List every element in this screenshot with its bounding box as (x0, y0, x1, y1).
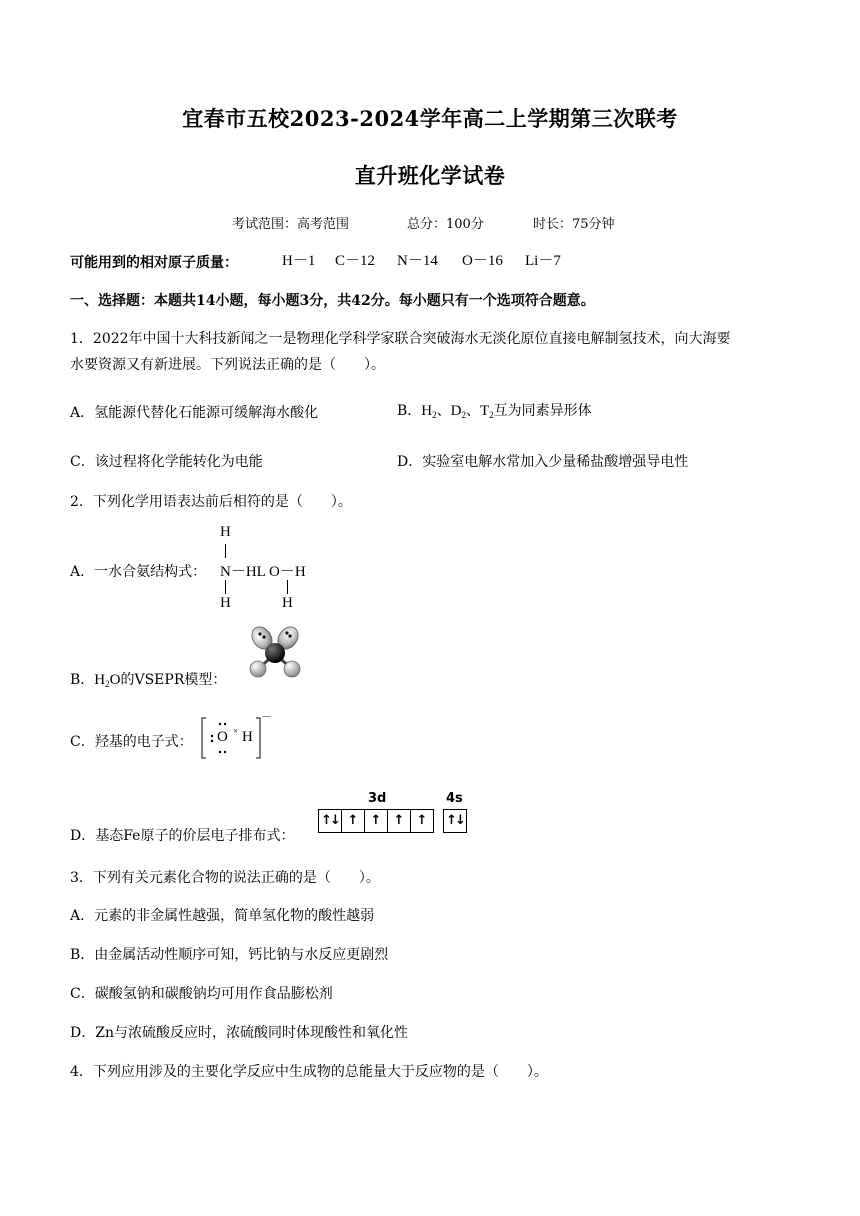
atomic-mass-c: C－12 (335, 253, 376, 269)
orbital-box: ↑ (342, 810, 365, 832)
q1-stem-line1: 1．2022年中国十大科技新闻之一是物理化学科学家联合突破海水无淡化原位直接电解制氢技术，向大海要 (70, 331, 731, 347)
q1-option-d: D．实验室电解水常加入少量稀盐酸增强导电性 (397, 454, 689, 470)
hydroxyl-electron-formula (198, 712, 270, 764)
total-score: 总分：100分 (407, 217, 484, 232)
atom-h-top: H (220, 524, 231, 540)
q2-option-d-text: D．基态Fe原子的价层电子排布式： (70, 828, 295, 844)
atomic-mass-h: H－1 (282, 253, 316, 269)
ammonia-hydrate-structure (216, 524, 326, 614)
q3-option-c: C．碳酸氢钠和碳酸钠均可用作食品膨松剂 (70, 986, 333, 1002)
formula-h2o: $H_2O$ (94, 672, 121, 689)
atomic-mass-li: Li－7 (525, 253, 561, 269)
atomic-mass-label: 可能用到的相对原子质量： (70, 255, 238, 271)
orbital-box: ↑ (416, 813, 428, 828)
bond-line (225, 544, 226, 558)
orbital-3d-group (318, 809, 434, 833)
orbital-box: ↑↓ (446, 813, 464, 828)
atomic-mass-n: N－14 (397, 253, 438, 269)
charge-sign: － (261, 711, 272, 723)
orbital-4s-group (443, 809, 467, 833)
label-3d: 3d (368, 791, 387, 806)
q1-option-c: C．该过程将化学能转化为电能 (70, 454, 263, 470)
vsepr-model-image (244, 624, 306, 682)
atom-o: O (217, 729, 228, 745)
atom-h-bottom-left: H (220, 595, 231, 611)
section-heading: 一、选择题：本题共14小题，每小题3分，共42分。每小题只有一个选项符合题意。 (70, 293, 595, 309)
q2-option-c-text: C．羟基的电子式： (70, 734, 193, 750)
q4-stem: 4．下列应用涉及的主要化学反应中生成物的总能量大于反应物的是（ ）。 (70, 1064, 548, 1080)
atom-h-bottom-right: H (282, 595, 293, 611)
exam-duration: 时长：75分钟 (533, 217, 615, 232)
q2-option-a-text: A．一水合氨结构式： (70, 564, 207, 580)
q1-option-b: B．$H_2$、$D_2$、$T_2$互为同素异形体 (397, 403, 592, 420)
label-4s: 4s (446, 791, 463, 806)
q3-option-d: D．Zn与浓硫酸反应时，浓硫酸同时体现酸性和氧化性 (70, 1025, 408, 1041)
q1-option-a: A．氢能源代替化石能源可缓解海水酸化 (70, 405, 319, 421)
q2-stem: 2．下列化学用语表达前后相符的是（ ）。 (70, 494, 352, 510)
orbital-box: ↑↓ (319, 810, 342, 832)
q3-stem: 3．下列有关元素化合物的说法正确的是（ ）。 (70, 870, 380, 886)
q2-option-b: B．$H_2O$的VSEPR模型： (70, 672, 227, 689)
exam-title: 宜春市五校2023-2024学年高二上学期第三次联考 (182, 106, 678, 131)
formula-h2: $H_2$ (421, 403, 437, 420)
formula-row: N－HL O－H (220, 564, 306, 580)
formula-d2: $D_2$ (450, 403, 466, 420)
q3-option-a: A．元素的非金属性越强，简单氢化物的酸性越弱 (70, 908, 375, 924)
exam-scope: 考试范围：高考范围 (232, 217, 350, 232)
q3-option-b: B．由金属活动性顺序可知，钙比钠与水反应更剧烈 (70, 947, 389, 963)
exam-subtitle: 直升班化学试卷 (354, 163, 506, 188)
fe-orbital-diagram (316, 790, 476, 838)
svg-text:×: × (233, 726, 239, 736)
atomic-mass-list (282, 249, 572, 273)
orbital-box: ↑ (365, 810, 388, 832)
bond-line (287, 580, 288, 594)
q1-stem-line2: 水要资源又有新进展。下列说法正确的是（ ）。 (70, 357, 385, 373)
atomic-mass-o: O－16 (462, 253, 503, 269)
bond-line (225, 580, 226, 594)
formula-t2: $T_2$ (479, 403, 494, 420)
orbital-box: ↑ (388, 810, 411, 832)
atom-h: H (242, 729, 253, 745)
